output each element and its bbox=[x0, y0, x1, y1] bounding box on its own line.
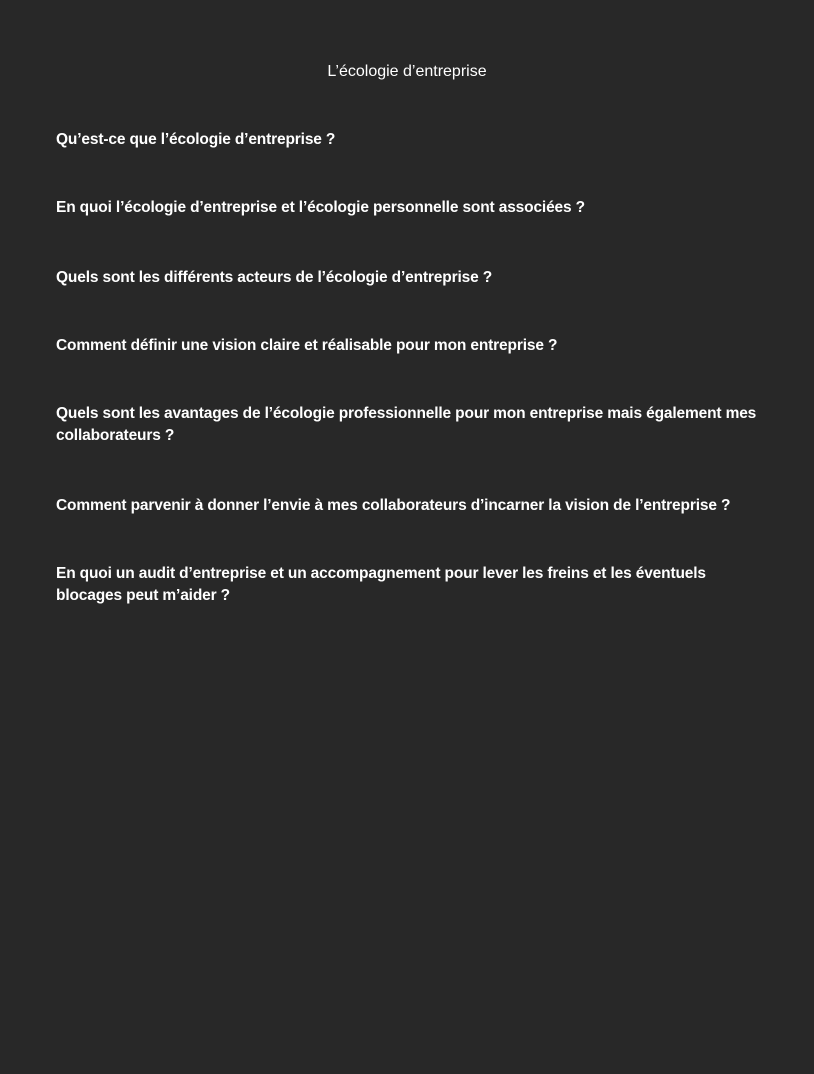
question-item: Quels sont les différents acteurs de l’écologie d’entreprise ? bbox=[56, 269, 493, 286]
question-item: Comment définir une vision claire et réalisable pour mon entreprise ? bbox=[56, 337, 558, 354]
question-item: Qu’est-ce que l’écologie d’entreprise ? bbox=[56, 131, 336, 148]
question-item: En quoi un audit d’entreprise et un accompagnement pour lever les freins et les éventuels blocages peut m’aider ? bbox=[56, 565, 706, 604]
page-title: L’écologie d’entreprise bbox=[327, 63, 487, 80]
question-item: Comment parvenir à donner l’envie à mes collaborateurs d’incarner la vision de l’entreprise ? bbox=[56, 497, 731, 514]
question-list bbox=[56, 129, 768, 653]
question-item: En quoi l’écologie d’entreprise et l’écologie personnelle sont associées ? bbox=[56, 199, 585, 216]
question-item: Quels sont les avantages de l’écologie professionnelle pour mon entreprise mais également mes collaborateurs ? bbox=[56, 405, 757, 444]
